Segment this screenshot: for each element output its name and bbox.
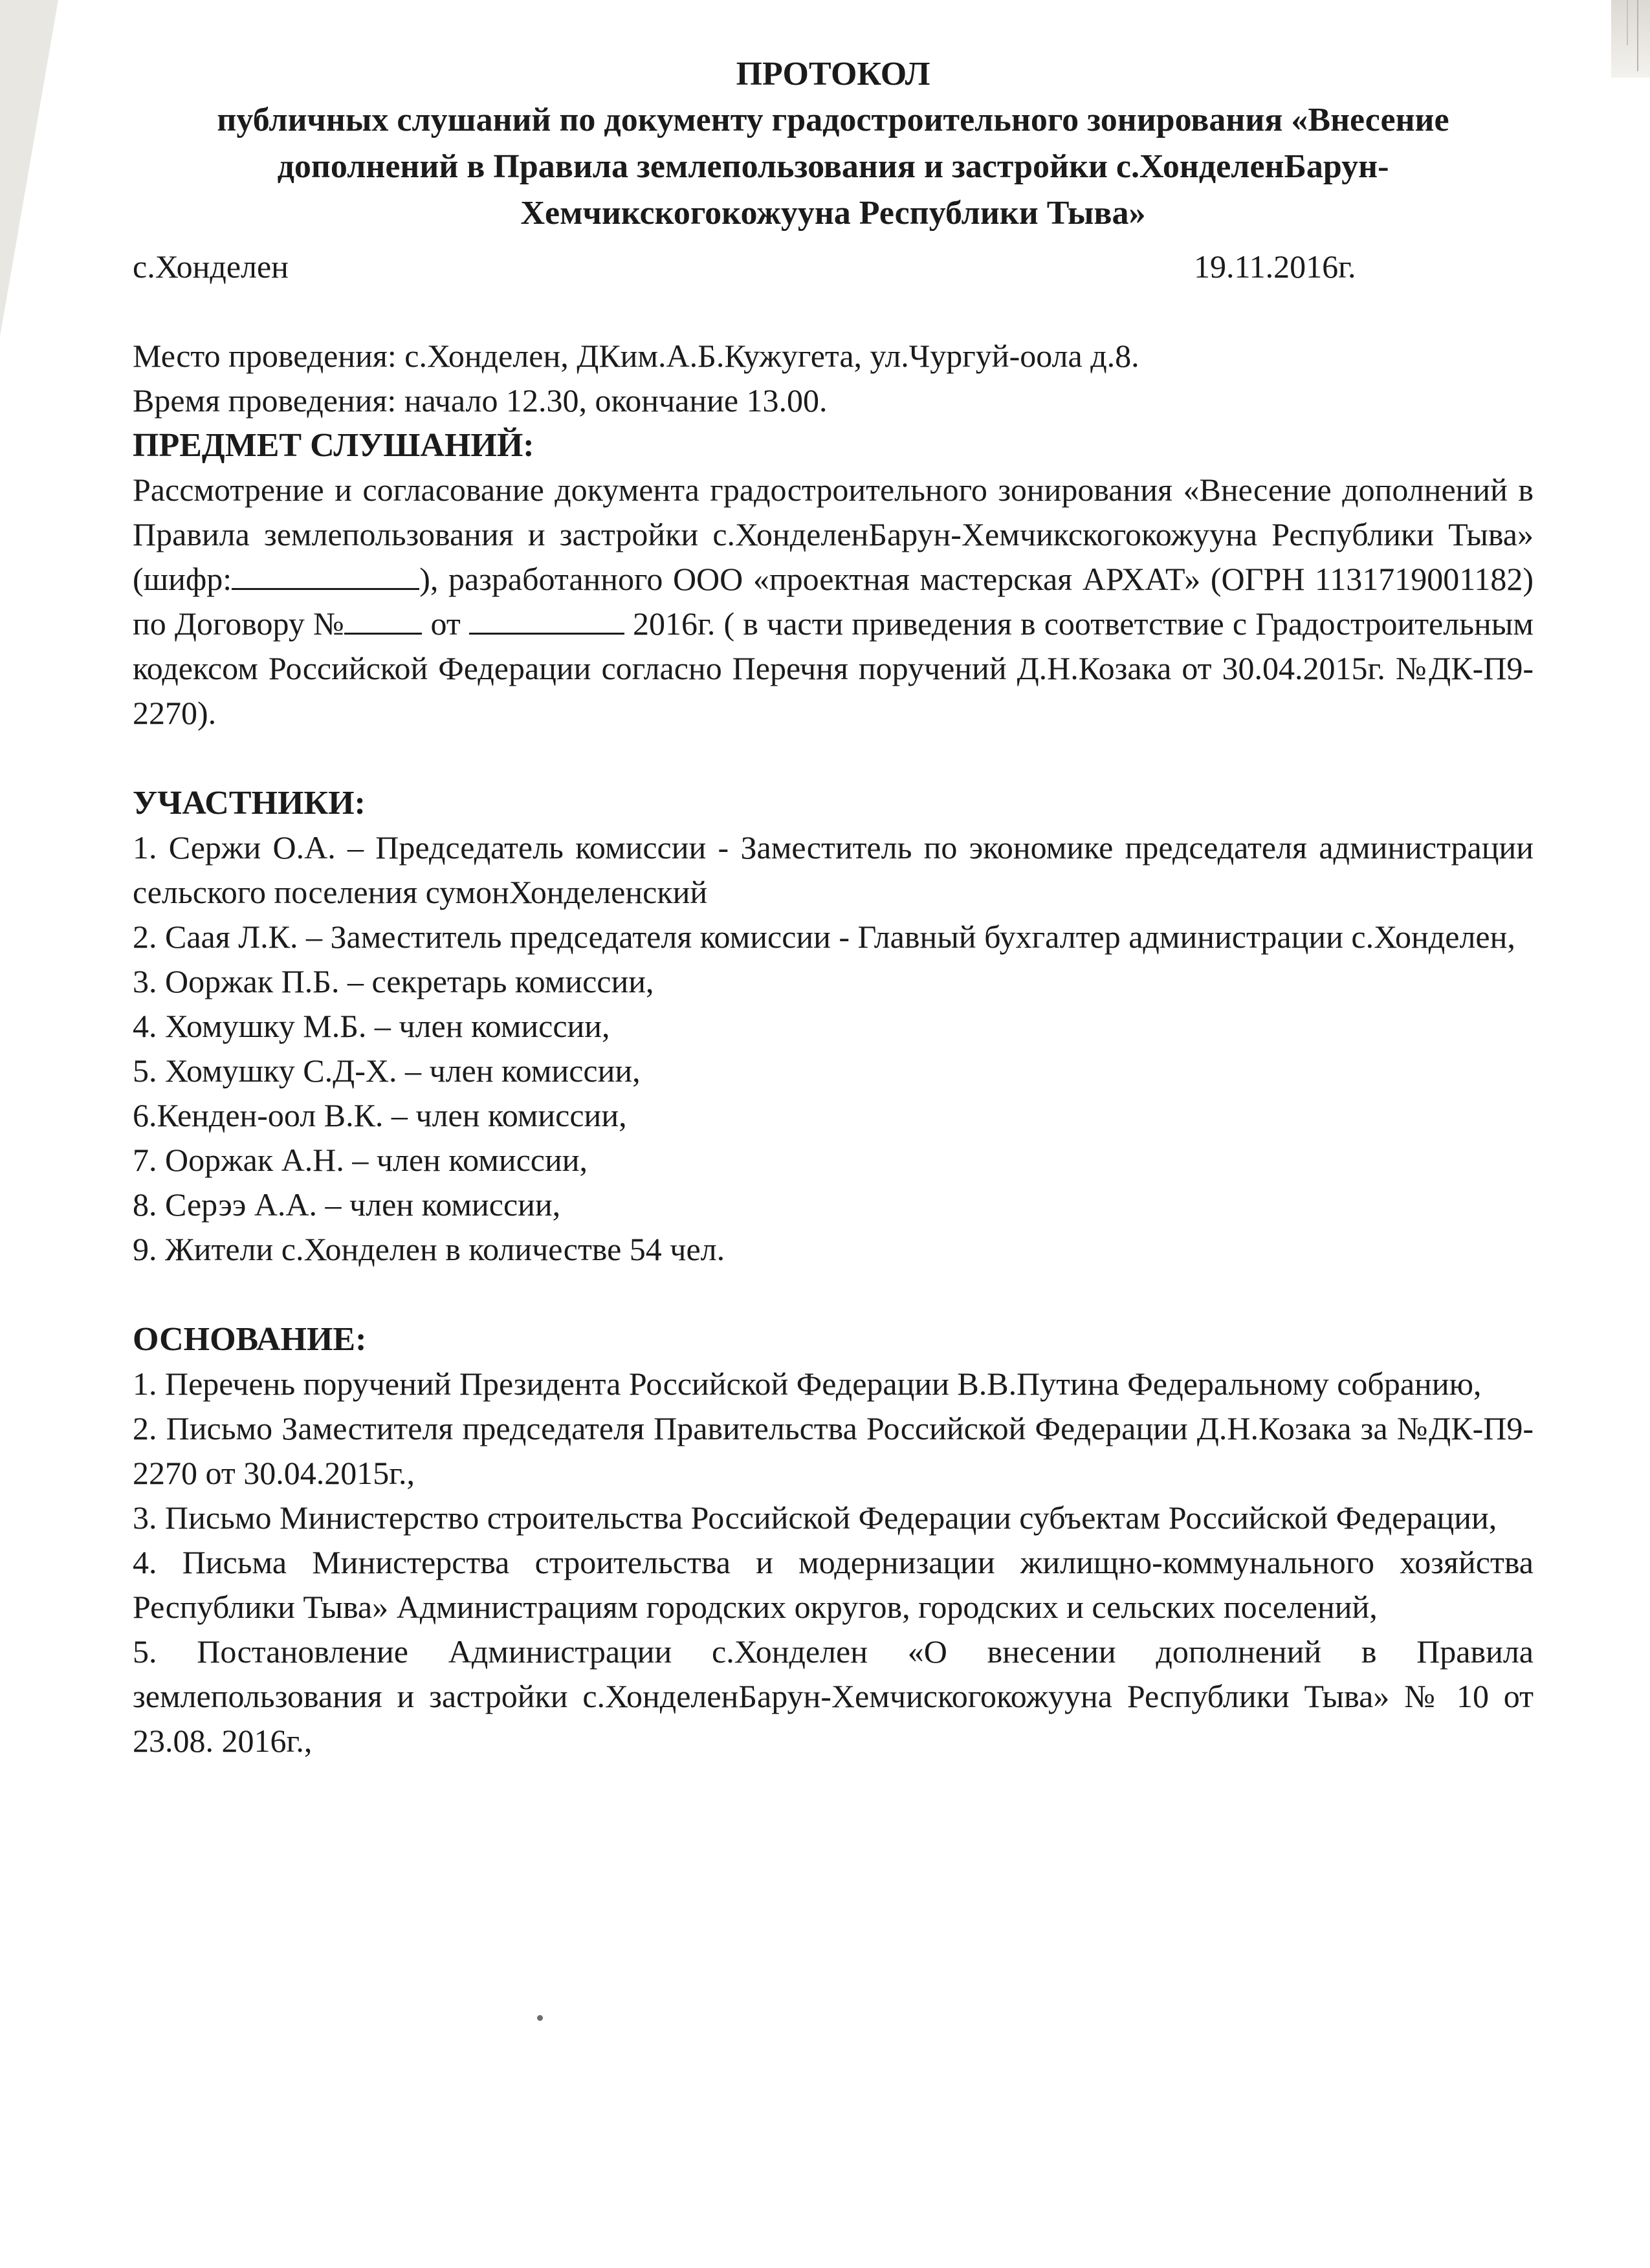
document-subtitle-line-2: дополнений в Правила землепользования и застройки с.ХонделенБарун- bbox=[277, 148, 1389, 185]
cipher-blank bbox=[232, 562, 419, 590]
list-item: 4. Хомушку М.Б. – член комиссии, bbox=[133, 1008, 610, 1044]
list-item: 5. Хомушку С.Д-Х. – член комиссии, bbox=[133, 1052, 641, 1089]
list-item: 9. Жители с.Хонделен в количестве 54 чел. bbox=[133, 1231, 725, 1267]
list-item: 7. Ооржак А.Н. – член комиссии, bbox=[133, 1142, 588, 1178]
place: с.Хонделен bbox=[133, 248, 289, 285]
list-item: 3. Письмо Министерство строительства Российской Федерации субъектам Российской Федерации, bbox=[133, 1499, 1497, 1536]
folded-corner bbox=[0, 0, 58, 336]
document-subtitle-line-3: Хемчикскогокожууна Республики Тыва» bbox=[520, 195, 1146, 232]
list-item: 2. Саая Л.К. – Заместитель председателя комиссии - Главный бухгалтер администрации с.Хонделен, bbox=[133, 919, 1515, 955]
list-item: 4. Письма Министерства строительства и модернизации жилищно-коммунального хозяйства Республики Тыва» Администрациям городских округов, городских и сельских поселений, bbox=[133, 1544, 1534, 1625]
list-item: 8. Серээ А.А. – член комиссии, bbox=[133, 1186, 561, 1223]
time: Время проведения: начало 12.30, окончание 13.00. bbox=[133, 382, 828, 419]
contract-number-blank bbox=[344, 607, 422, 635]
ink-speck bbox=[537, 2015, 543, 2021]
date: 19.11.2016г. bbox=[1194, 248, 1356, 285]
list-item: 6.Кенден-оол В.К. – член комиссии, bbox=[133, 1097, 627, 1133]
list-item: 1. Перечень поручений Президента Российской Федерации В.В.Путина Федеральному собранию, bbox=[133, 1366, 1482, 1402]
contract-date-blank bbox=[469, 607, 624, 635]
subject-text: Рассмотрение и согласование документа градостроительного зонирования «Внесение дополнений в Правила землепользования и застройки с.ХонделенБарун-Хемчикскогокожууна Республики Тыва» (шифр: ), разработанного ООО «проектная мастерская АРХАТ» (ОГРН 1131719001182) по Договору № от 2016г. ( в части приведения в соответствие с Градостроительным кодексом Российской Федерации согласно Перечня поручений Д.Н.Козака от 30.04.2015г. №ДК-П9-2270). bbox=[133, 472, 1534, 731]
subject-heading: ПРЕДМЕТ СЛУШАНИЙ: bbox=[133, 427, 534, 464]
basis-list bbox=[133, 1362, 1534, 1763]
stacked-pages-edge bbox=[1611, 0, 1650, 78]
venue: Место проведения: с.Хонделен, ДКим.А.Б.Кужугета, ул.Чургуй-оола д.8. bbox=[133, 338, 1139, 374]
list-item: 2. Письмо Заместителя председателя Правительства Российской Федерации Д.Н.Козака за №ДК-П9-2270 от 30.04.2015г., bbox=[133, 1410, 1534, 1491]
place-date-line bbox=[133, 241, 1534, 292]
list-item: 5. Постановление Администрации с.Хонделен «О внесении дополнений в Правила землепользования и застройки с.ХонделенБарун-Хемчискогокожууна Республики Тыва» № 10 от 23.08. 2016г., bbox=[133, 1633, 1534, 1759]
basis-heading: ОСНОВАНИЕ: bbox=[133, 1321, 367, 1358]
list-item: 3. Ооржак П.Б. – секретарь комиссии, bbox=[133, 963, 654, 999]
document-subtitle-line-1: публичных слушаний по документу градостроительного зонирования «Внесение bbox=[217, 102, 1449, 138]
list-item: 1. Сержи О.А. – Председатель комиссии - Заместитель по экономике председателя администрации сельского поселения сумонХонделенский bbox=[133, 829, 1534, 910]
participants-list bbox=[133, 825, 1534, 1272]
document-body bbox=[133, 39, 1534, 1763]
participants-heading: УЧАСТНИКИ: bbox=[133, 785, 366, 822]
document-title: ПРОТОКОЛ bbox=[736, 56, 930, 93]
